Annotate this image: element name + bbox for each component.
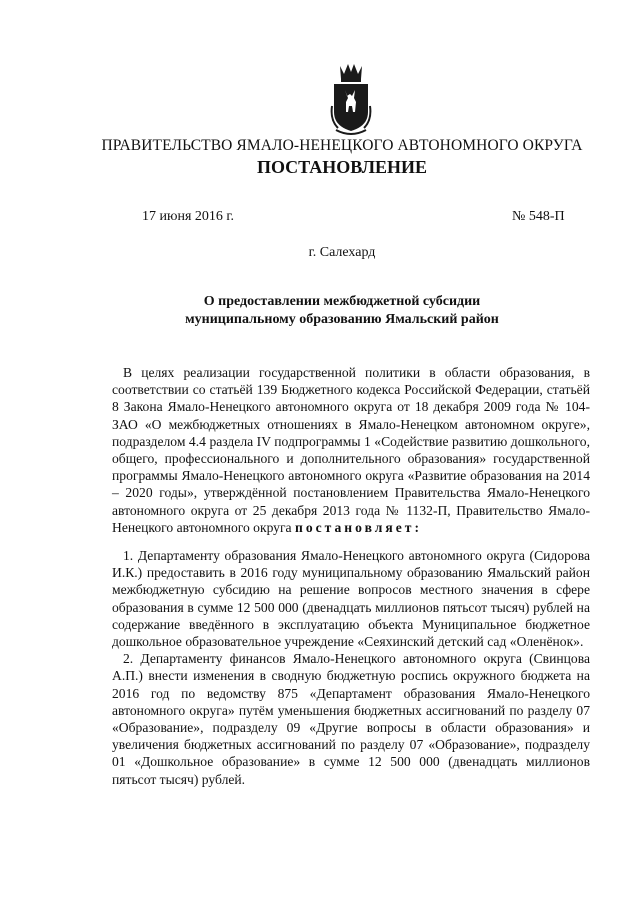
document-city: г. Салехард [308, 245, 376, 260]
government-name: ПРАВИТЕЛЬСТВО ЯМАЛО-НЕНЕЦКОГО АВТОНОМНОГО ОКРУГА [101, 137, 583, 154]
item-1-paragraph: 1. Департаменту образования Ямало-Ненецкого автономного округа (Сидорова И.К.) предоставить в 2016 году муниципальному образованию Ямальский район межбюджетную субсидию на решение вопросов местного значения в сфере образования в сумме 12 500 000 (двенадцать миллионов пятьсот тысяч) рублей на содержание введённого в эксплуатацию объекта Муниципальное бюджетное дошкольное образовательное учреждение «Сеяхинский детский сад «Оленёнок». [112, 548, 590, 650]
preamble-paragraph [112, 364, 590, 536]
preamble-text: В целях реализации государственной политики в области образования, в соответствии со статьёй 139 Бюджетного кодекса Российской Федерации, статьёй 8 Закона Ямало-Ненецкого автономного округа от 18 декабря 2009 года № 104-ЗАО «О межбюджетных отношениях в Ямало-Ненецком автономном округе», подразделом 4.4 раздела IV подпрограммы 1 «Содействие развитию дошкольного, общего, профессионального и дополнительного образования» государственной программы Ямало-Ненецкого автономного округа «Развитие образования на 2014 – 2020 годы», утверждённой постановлением Правительства Ямало-Ненецкого автономного округа от 25 декабря 2013 года № 1132-П, Правительство Ямало-Ненецкого автономного округа [112, 365, 590, 535]
title-line-1: О предоставлении межбюджетной субсидии [203, 294, 481, 309]
title-line-2: муниципальному образованию Ямальский район [185, 312, 499, 327]
item-2-paragraph: 2. Департаменту финансов Ямало-Ненецкого автономного округа (Свинцова А.П.) внести изменения в сводную бюджетную роспись окружного бюджета на 2016 год по ведомству 875 «Департамент образования Ямало-Ненецкого автономного округа» путём уменьшения бюджетных ассигнований по разделу 07 «Образование», подразделу 09 «Другие вопросы в области образования» и увеличения бюджетных ассигнований по разделу 07 «Образование», подразделу 01 «Дошкольное образование» в сумме 12 500 000 (двенадцать миллионов пятьсот тысяч) рублей. [112, 651, 590, 787]
resolves-word: постановляет: [295, 519, 422, 535]
document-type: ПОСТАНОВЛЕНИЕ [256, 157, 428, 177]
document-date: 17 июня 2016 г. [142, 209, 235, 224]
document-number: № 548-П [512, 209, 565, 224]
coat-of-arms-icon [328, 60, 374, 138]
document-title [22, 293, 640, 329]
document-body [112, 364, 590, 788]
